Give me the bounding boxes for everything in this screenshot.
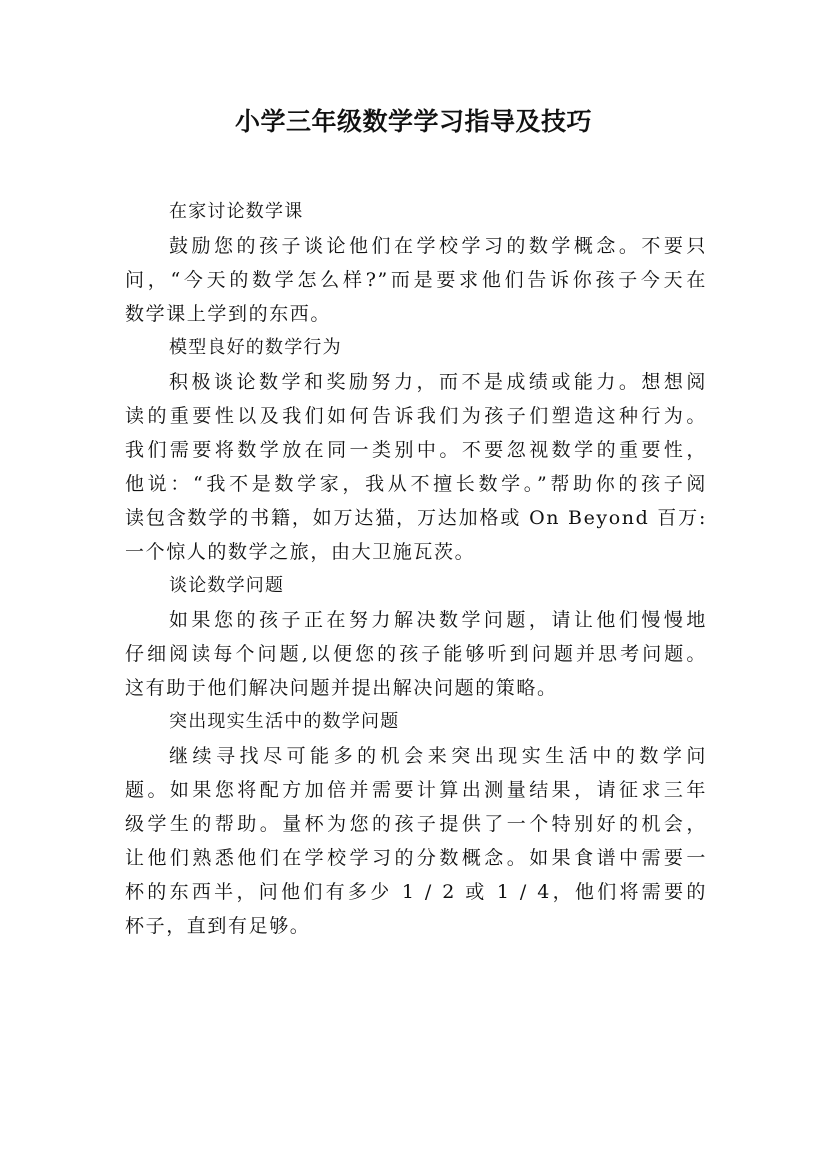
paragraph-line: 级学生的帮助。量杯为您的孩子提供了一个特别好的机会， (125, 813, 707, 835)
paragraph-line: 一个惊人的数学之旅，由大卫施瓦茨。 (125, 541, 476, 563)
paragraph-line: 问，“今天的数学怎么样?”而是要求他们告诉你孩子今天在 (125, 269, 707, 291)
paragraph-line: 他说：“我不是数学家，我从不擅长数学。”帮助你的孩子阅 (125, 473, 707, 495)
paragraph-line: 这有助于他们解决问题并提出解决问题的策略。 (125, 677, 558, 699)
paragraph-line: 题。如果您将配方加倍并需要计算出测量结果，请征求三年 (125, 779, 707, 801)
paragraph-line: 如果您的孩子正在努力解决数学问题，请让他们慢慢地 (169, 609, 707, 631)
paragraph-line: 积极谈论数学和奖励努力，而不是成绩或能力。想想阅 (169, 371, 707, 393)
document-body (125, 195, 707, 943)
section-paragraph (125, 603, 707, 705)
paragraph-line: 杯子，直到有足够。 (125, 915, 311, 937)
paragraph-line: 继续寻找尽可能多的机会来突出现实生活中的数学问 (169, 745, 707, 767)
section-heading: 突出现实生活中的数学问题 (169, 711, 400, 732)
paragraph-line: 让他们熟悉他们在学校学习的分数概念。如果食谱中需要一 (125, 847, 707, 869)
section-heading: 在家讨论数学课 (169, 201, 304, 222)
paragraph-line: 数学课上学到的东西。 (125, 303, 332, 325)
paragraph-line: 我们需要将数学放在同一类别中。不要忽视数学的重要性， (125, 439, 707, 461)
section-paragraph (125, 365, 707, 569)
paragraph-line: 杯的东西半，问他们有多少 1 / 2 或 1 / 4，他们将需要的 (125, 881, 707, 903)
paragraph-line: 读的重要性以及我们如何告诉我们为孩子们塑造这种行为。 (125, 405, 707, 427)
section-paragraph (125, 739, 707, 943)
paragraph-line: 鼓励您的孩子谈论他们在学校学习的数学概念。不要只 (169, 235, 707, 257)
section-heading: 模型良好的数学行为 (169, 337, 342, 358)
paragraph-line: 读包含数学的书籍，如万达猫，万达加格或 On Beyond 百万: (125, 507, 707, 529)
section-paragraph (125, 229, 707, 331)
paragraph-line: 仔细阅读每个问题,以便您的孩子能够听到问题并思考问题。 (125, 643, 707, 665)
document-title: 小学三年级数学学习指导及技巧 (234, 107, 592, 136)
section-heading: 谈论数学问题 (169, 575, 285, 596)
